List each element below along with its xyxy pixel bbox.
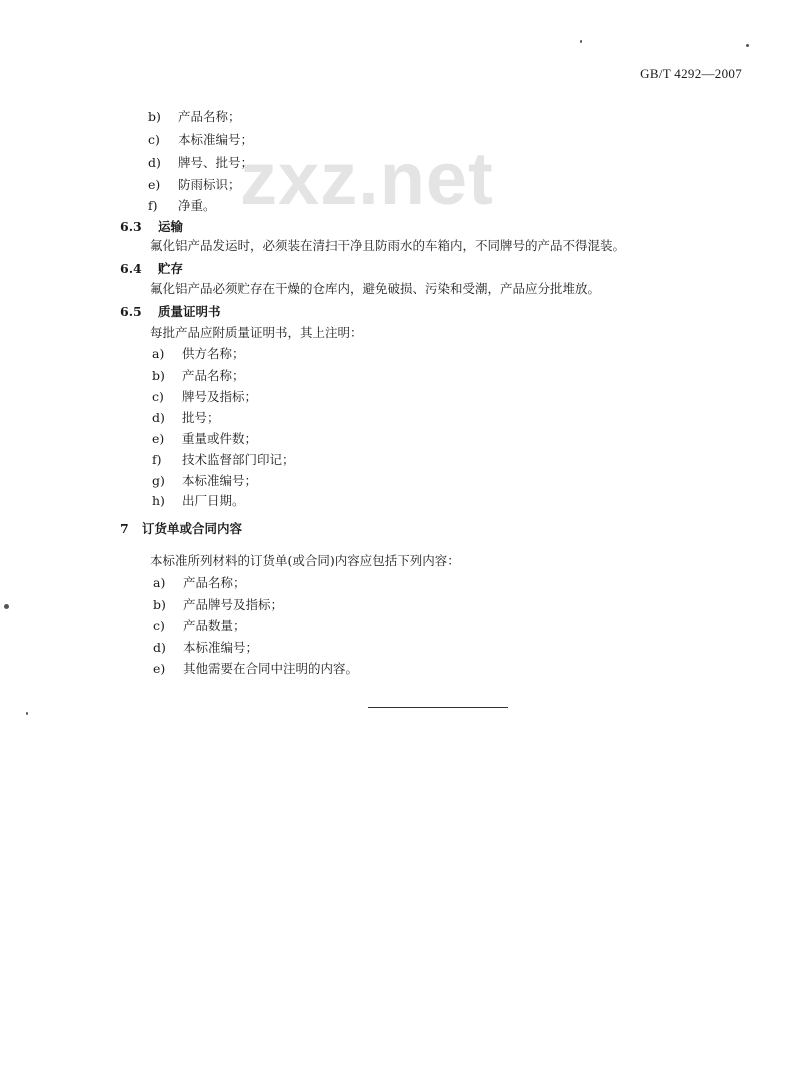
item-text: 技术监督部门印记；: [182, 452, 295, 467]
section-paragraph: 本标准所列材料的订货单(或合同)内容应包括下列内容：: [150, 553, 460, 568]
item-text: 产品名称；: [178, 109, 241, 124]
section-number: 7: [120, 521, 129, 536]
list-item: [148, 109, 241, 125]
item-label: c): [152, 389, 164, 404]
item-text: 产品牌号及指标；: [183, 597, 284, 612]
list-item: [152, 368, 245, 384]
list-item: [148, 155, 253, 171]
scan-speck: [4, 604, 9, 609]
item-text: 牌号及指标；: [182, 389, 258, 404]
item-label: e): [152, 431, 165, 446]
list-item: [153, 661, 358, 677]
section-heading-6-5: [120, 304, 221, 320]
item-label: b): [153, 597, 166, 612]
item-text: 出厂日期。: [182, 493, 245, 508]
item-text: 重量或件数；: [182, 431, 258, 446]
item-label: d): [153, 640, 166, 655]
item-label: b): [152, 368, 165, 383]
item-label: e): [148, 177, 161, 192]
scan-speck: [580, 40, 582, 43]
list-item: [152, 410, 220, 426]
item-text: 防雨标识；: [178, 177, 241, 192]
item-label: c): [153, 618, 165, 633]
list-item: [153, 640, 258, 656]
list-item: [152, 493, 245, 509]
section-title: 运输: [158, 219, 184, 234]
item-label: e): [153, 661, 166, 676]
list-item: [153, 618, 246, 634]
section-paragraph: 每批产品应附质量证明书，其上注明：: [150, 325, 363, 340]
item-label: f): [152, 452, 162, 467]
item-label: h): [152, 493, 165, 508]
item-text: 供方名称；: [182, 346, 245, 361]
list-item: [152, 452, 295, 468]
item-text: 产品数量；: [183, 618, 246, 633]
item-text: 产品名称；: [183, 575, 246, 590]
item-label: d): [148, 155, 161, 170]
list-item: [148, 177, 241, 193]
item-label: f): [148, 198, 158, 213]
item-label: g): [152, 473, 165, 488]
section-title: 订货单或合同内容: [142, 521, 243, 536]
scan-speck: [26, 712, 28, 715]
watermark: zxz.net: [240, 137, 494, 220]
end-rule: [368, 707, 508, 708]
item-text: 本标准编号；: [178, 132, 254, 147]
item-label: a): [152, 346, 165, 361]
list-item: [152, 346, 245, 362]
section-title: 质量证明书: [158, 304, 221, 319]
item-text: 牌号、批号；: [178, 155, 254, 170]
list-item: [152, 431, 257, 447]
item-label: b): [148, 109, 161, 124]
item-label: c): [148, 132, 160, 147]
list-item: [152, 473, 257, 489]
item-text: 本标准编号；: [183, 640, 259, 655]
section-heading-6-4: [120, 261, 183, 277]
section-number: 6.4: [120, 261, 142, 276]
list-item: [153, 597, 283, 613]
list-item: [148, 132, 253, 148]
section-heading-7: [120, 521, 242, 537]
standard-code: GB/T 4292—2007: [640, 66, 742, 81]
item-label: d): [152, 410, 165, 425]
item-text: 批号；: [182, 410, 220, 425]
section-number: 6.3: [120, 219, 142, 234]
section-title: 贮存: [158, 261, 184, 276]
section-paragraph: 氟化铝产品发运时，必须装在清扫干净且防雨水的车箱内，不同牌号的产品不得混装。: [150, 238, 626, 253]
item-text: 本标准编号；: [182, 473, 258, 488]
list-item: [148, 198, 216, 214]
section-number: 6.5: [120, 304, 142, 319]
list-item: [152, 389, 257, 405]
item-text: 其他需要在合同中注明的内容。: [183, 661, 359, 676]
list-item: [153, 575, 246, 591]
scan-speck: [746, 44, 749, 47]
section-heading-6-3: [120, 219, 183, 235]
item-text: 净重。: [178, 198, 216, 213]
item-label: a): [153, 575, 166, 590]
item-text: 产品名称；: [182, 368, 245, 383]
section-paragraph: 氟化铝产品必须贮存在干燥的仓库内，避免破损、污染和受潮，产品应分批堆放。: [150, 281, 601, 296]
